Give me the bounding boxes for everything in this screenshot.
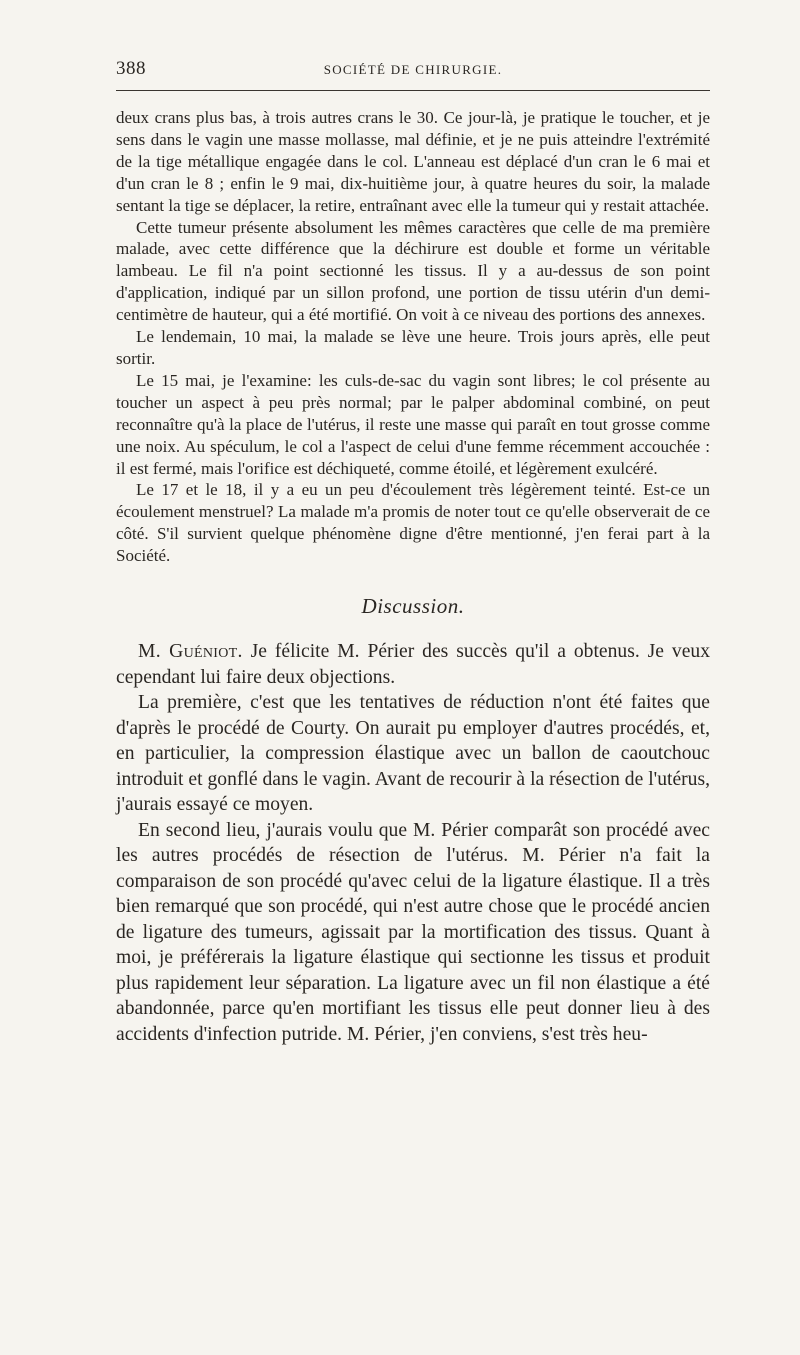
discussion-text — [116, 639, 710, 1047]
paragraph — [116, 639, 710, 690]
paragraph: La première, c'est que les tentatives de réduction n'ont été faites que d'après le procédé de Courty. On aurait pu employer d'autres procédés, et, en particulier, la compression élastique avec un ballon de caoutchouc introduit et gonflé dans le vagin. Avant de recourir à la résection de l'utérus, j'aurais essayé ce moyen. — [116, 692, 710, 816]
case-report-text — [116, 107, 710, 567]
speaker-name: M. Guéniot. — [138, 641, 243, 663]
running-title: SOCIÉTÉ DE CHIRURGIE. — [323, 62, 503, 77]
paragraph-text: Je félicite M. Périer des succès qu'il a obtenus. Je veux cependant lui faire deux objections. — [116, 641, 710, 688]
section-title: Discussion. — [361, 594, 465, 619]
paragraph: En second lieu, j'aurais voulu que M. Périer comparât son procédé avec les autres procédés de résection de l'utérus. M. Périer n'a fait la comparaison de son procédé qu'avec celui de la ligature élastique. Il a très bien remarqué que son procédé, qui n'est autre chose que le procédé ancien de ligature des tumeurs, agissait par la mortification des tissus. Quant à moi, je préférerais la ligature élastique qui sectionne les tissus et produit plus rapidement leur séparation. La ligature avec un fil non élastique a été abandonnée, parce qu'en mortifiant les tissus elle peut donner lieu à des accidents d'infection putride. M. Périer, j'en conviens, s'est très heu- — [116, 819, 710, 1045]
page-header — [116, 58, 710, 86]
page-number: 388 — [116, 58, 146, 79]
header-rule — [116, 90, 710, 91]
paragraph: deux crans plus bas, à trois autres crans le 30. Ce jour-là, je pratique le toucher, et je sens dans le vagin une masse mollasse, mal définie, et je ne puis atteindre l'extrémité de la tige métallique engagée dans le col. L'anneau est déplacé d'un cran le 6 mai et d'un cran le 8 ; enfin le 9 mai, dix-huitième jour, à quatre heures du soir, la malade sentant la tige se déplacer, la retire, entraînant avec elle la tumeur qui y restait attachée. — [116, 108, 710, 215]
paragraph: Cette tumeur présente absolument les mêmes caractères que celle de ma première malade, avec cette différence que la déchirure est double et forme un véritable lambeau. Le fil n'a point sectionné les tissus. Il y a au-dessus de son point d'application, indiqué par un sillon profond, une portion de tissu utérin d'un demi-centimètre de hauteur, qui a été mortifié. On voit à ce niveau des portions des annexes. — [116, 217, 710, 325]
page-content — [116, 58, 710, 1047]
paragraph: Le 17 et le 18, il y a eu un peu d'écoulement très légèrement teinté. Est-ce un écoulement menstruel? La malade m'a promis de noter tout ce qu'elle observerait de ce côté. S'il survient quelque phénomène digne d'être mentionné, j'en ferai part à la Société. — [116, 480, 710, 566]
paragraph: Le 15 mai, je l'examine: les culs-de-sac du vagin sont libres; le col présente au toucher un aspect à peu près normal; par le palper abdominal combiné, on peut reconnaître qu'à la place de l'utérus, il reste une masse qui paraît en tout grosse comme une noix. Au spéculum, le col a l'aspect de celui d'une femme récemment accouchée : il est fermé, mais l'orifice est déchiqueté, comme étoilé, et légèrement exulcéré. — [116, 370, 710, 478]
paragraph: Le lendemain, 10 mai, la malade se lève une heure. Trois jours après, elle peut sortir. — [116, 327, 710, 368]
